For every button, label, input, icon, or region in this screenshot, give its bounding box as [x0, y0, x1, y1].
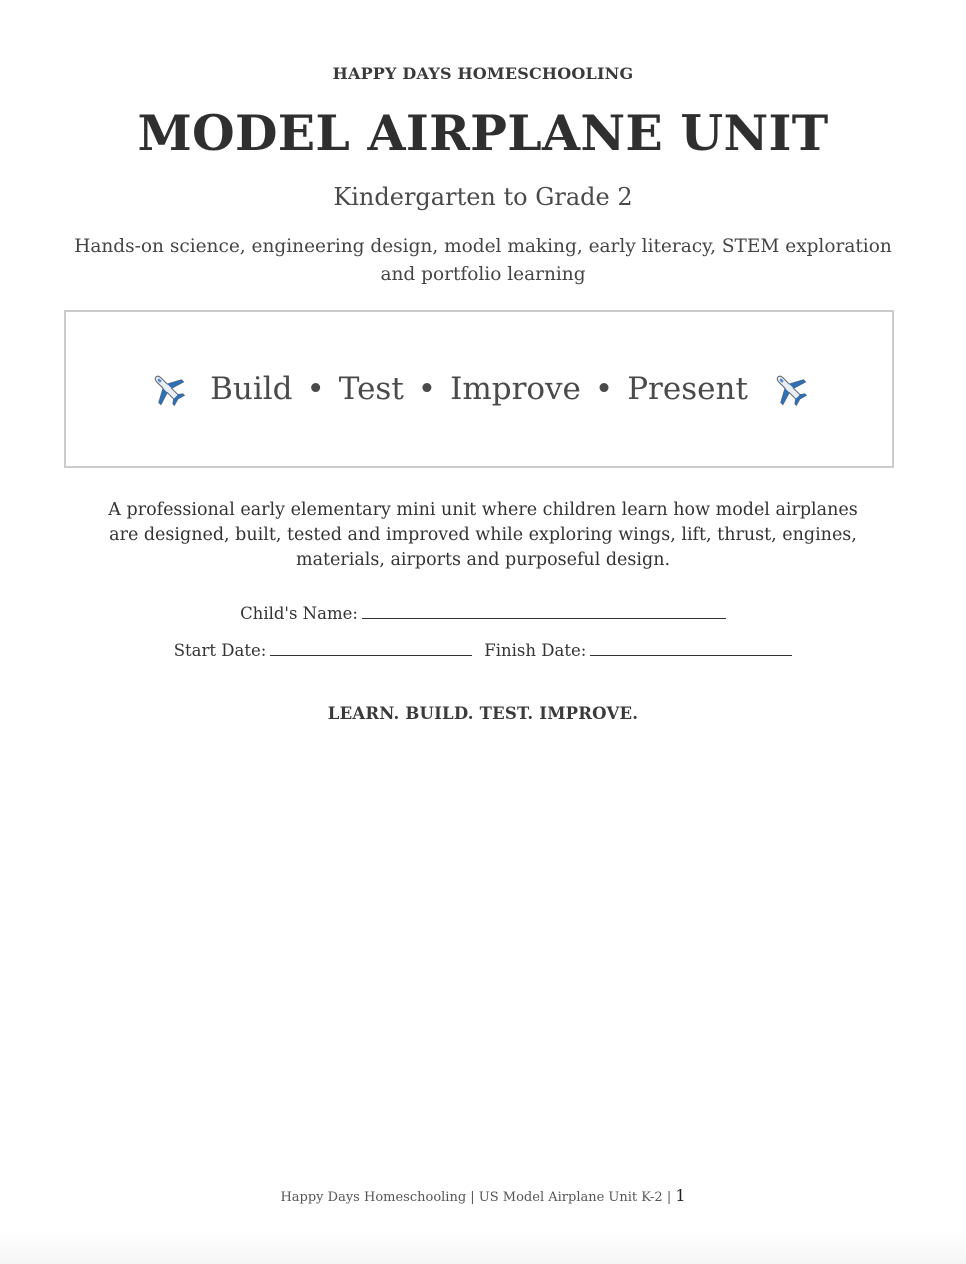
step-test: Test	[338, 371, 404, 407]
child-name-field[interactable]	[362, 604, 726, 619]
steps-banner	[64, 310, 894, 468]
bullet-separator: •	[306, 371, 325, 407]
bullet-separator: •	[417, 371, 437, 407]
start-date-label: Start Date:	[173, 641, 267, 660]
step-present: Present	[627, 371, 748, 407]
page-title: MODEL AIRPLANE UNIT	[137, 104, 829, 162]
airplane-icon	[148, 369, 188, 409]
unit-description: A professional early elementary mini unit where children learn how model airplanes are designed, built, tested and improved while exploring wings, lift, thrust, engines, materials, airports and purposeful design.	[108, 500, 858, 570]
child-name-row	[0, 604, 966, 623]
airplane-icon	[770, 369, 810, 409]
bottom-edge	[0, 1230, 966, 1264]
finish-date-field[interactable]	[590, 641, 792, 656]
grade-range: Kindergarten to Grade 2	[333, 183, 633, 211]
page-footer	[0, 1186, 966, 1205]
organization-name: HAPPY DAYS HOMESCHOOLING	[332, 64, 634, 83]
bullet-separator: •	[594, 371, 614, 407]
finish-date-label: Finish Date:	[484, 641, 587, 660]
subjects-line: Hands-on science, engineering design, model making, early literacy, STEM exploration and portfolio learning	[74, 236, 892, 285]
step-improve: Improve	[450, 371, 581, 407]
steps-banner-content	[126, 369, 832, 409]
page-number: 1	[675, 1186, 686, 1205]
dates-row	[0, 641, 966, 660]
footer-text: Happy Days Homeschooling | US Model Airplane Unit K-2 |	[280, 1190, 672, 1205]
step-build: Build	[210, 371, 293, 407]
motto: LEARN. BUILD. TEST. IMPROVE.	[327, 704, 639, 723]
child-name-label: Child's Name:	[240, 604, 358, 623]
start-date-field[interactable]	[270, 641, 472, 656]
